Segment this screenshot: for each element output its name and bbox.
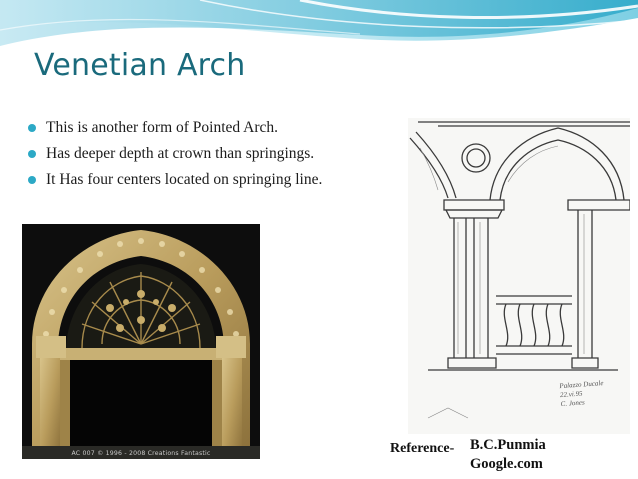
- bullet-text: It Has four centers located on springing line.: [46, 171, 323, 188]
- bullet-text: Has deeper depth at crown than springings.: [46, 145, 315, 162]
- arch-photo-illustration: [22, 224, 260, 459]
- bullet-icon: [28, 124, 36, 132]
- bullet-icon: [28, 176, 36, 184]
- photo-watermark: AC 007 © 1996 - 2008 Creations Fantastic: [71, 450, 211, 457]
- arch-sketch: [408, 118, 630, 434]
- reference-source: B.C.Punmia: [470, 437, 546, 453]
- sketch-annotation: [559, 378, 621, 409]
- bullet-item: [26, 168, 406, 194]
- bullet-item: [26, 116, 406, 142]
- sketch-annotation-line: Palazzo Ducale: [559, 379, 604, 391]
- sketch-annotation-line: C. Jones: [560, 398, 585, 409]
- bullet-text: This is another form of Pointed Arch.: [46, 119, 279, 136]
- bullet-list: [26, 116, 406, 194]
- bullet-icon: [28, 150, 36, 158]
- slide-title: Venetian Arch: [34, 48, 246, 83]
- reference-source: Google.com: [470, 456, 543, 472]
- arch-photo: [22, 224, 260, 459]
- reference-label: Reference-: [390, 441, 455, 456]
- sketch-annotation-line: 22.vi.95: [559, 389, 583, 400]
- bullet-item: [26, 142, 406, 168]
